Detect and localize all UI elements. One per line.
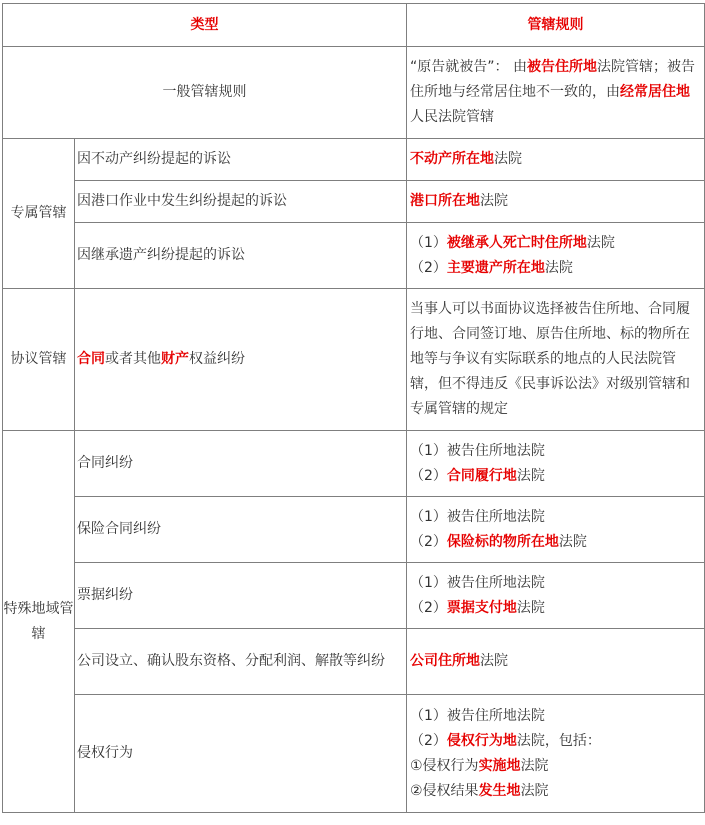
highlight-text: 被告住所地 bbox=[526, 59, 597, 75]
agreement-rule: 当事人可以书面协议选择被告住所地、合同履行地、合同签订地、原告住所地、标的物所在地等与争议有实际联系的地点的人民法院管辖，但不得违反《民事诉讼法》对级别管辖和专属管辖的规定 bbox=[407, 289, 705, 431]
rule-line bbox=[410, 571, 701, 596]
highlight-text: 公司住所地 bbox=[410, 653, 480, 669]
special-row-2 bbox=[3, 497, 705, 563]
exclusive-rule-1 bbox=[407, 139, 705, 181]
special-rule-1 bbox=[407, 431, 705, 497]
highlight-text: 主要遗产所在地 bbox=[446, 259, 545, 276]
rule-text: 法院 bbox=[558, 533, 587, 550]
rule-text: 人民法院管辖 bbox=[410, 109, 494, 125]
special-type-2: 保险合同纠纷 bbox=[75, 497, 407, 563]
rule-text: （2） bbox=[410, 467, 447, 484]
exclusive-row-2 bbox=[3, 181, 705, 223]
rule-line bbox=[410, 530, 701, 555]
rule-line bbox=[410, 649, 701, 674]
rule-line bbox=[410, 754, 701, 779]
rule-text: ①侵权行为 bbox=[410, 757, 479, 774]
rule-line bbox=[410, 439, 701, 464]
highlight-text: 合同 bbox=[77, 351, 105, 367]
header-type: 类型 bbox=[3, 4, 407, 47]
general-rule bbox=[407, 47, 705, 139]
rule-text: （1）被告住所地法院 bbox=[410, 574, 545, 591]
special-rule-2 bbox=[407, 497, 705, 563]
rule-text: “原告就被告”： 由 bbox=[410, 59, 527, 75]
special-type-5: 侵权行为 bbox=[75, 695, 407, 813]
highlight-text: 经常居住地 bbox=[620, 84, 690, 100]
rule-text: （2） bbox=[410, 599, 447, 616]
rule-text: 法院 bbox=[516, 599, 545, 616]
highlight-text: 被继承人死亡时住所地 bbox=[446, 234, 587, 251]
exclusive-row-3 bbox=[3, 223, 705, 289]
rule-line bbox=[410, 55, 701, 130]
highlight-text: 保险标的物所在地 bbox=[446, 533, 559, 550]
highlight-text: 票据支付地 bbox=[446, 599, 517, 616]
rule-line bbox=[410, 704, 701, 729]
exclusive-rule-2 bbox=[407, 181, 705, 223]
highlight-text: 发生地 bbox=[478, 782, 521, 799]
rule-text: 法院 bbox=[480, 193, 508, 209]
special-row-4 bbox=[3, 629, 705, 695]
highlight-text: 实施地 bbox=[478, 757, 521, 774]
exclusive-type-3: 因继承遗产纠纷提起的诉讼 bbox=[75, 223, 407, 289]
rule-line bbox=[410, 147, 701, 172]
rule-text: ②侵权结果 bbox=[410, 782, 479, 799]
special-rule-4 bbox=[407, 629, 705, 695]
exclusive-rule-3 bbox=[407, 223, 705, 289]
rule-text: （2） bbox=[410, 259, 447, 276]
rule-line bbox=[410, 464, 701, 489]
rule-text: 法院 bbox=[520, 757, 549, 774]
special-type-4: 公司设立、确认股东资格、分配利润、解散等纠纷 bbox=[75, 629, 407, 695]
rule-text: （1） bbox=[410, 234, 447, 251]
highlight-text: 侵权行为地 bbox=[446, 732, 517, 749]
rule-text: 权益纠纷 bbox=[189, 351, 245, 367]
rule-line bbox=[410, 256, 701, 281]
rule-text: 法院 bbox=[516, 467, 545, 484]
special-row-5 bbox=[3, 695, 705, 813]
exclusive-type-2: 因港口作业中发生纠纷提起的诉讼 bbox=[75, 181, 407, 223]
agreement-label: 协议管辖 bbox=[3, 289, 75, 431]
special-rule-3 bbox=[407, 563, 705, 629]
agreement-type bbox=[75, 289, 407, 431]
highlight-text: 不动产所在地 bbox=[410, 151, 494, 167]
rule-text: 法院管辖；被告住所地与经常居住地不一致的，由 bbox=[410, 59, 695, 100]
special-rule-5 bbox=[407, 695, 705, 813]
rule-line bbox=[410, 189, 701, 214]
exclusive-type-1: 因不动产纠纷提起的诉讼 bbox=[75, 139, 407, 181]
special-type-1: 合同纠纷 bbox=[75, 431, 407, 497]
special-type-3: 票据纠纷 bbox=[75, 563, 407, 629]
rule-text: （1）被告住所地法院 bbox=[410, 442, 545, 459]
rule-text: （2） bbox=[410, 533, 447, 550]
highlight-text: 合同履行地 bbox=[446, 467, 517, 484]
highlight-text: 港口所在地 bbox=[410, 193, 480, 209]
header-rule: 管辖规则 bbox=[407, 4, 705, 47]
highlight-text: 财产 bbox=[161, 351, 189, 367]
special-row-3 bbox=[3, 563, 705, 629]
rule-line bbox=[410, 505, 701, 530]
special-row-1 bbox=[3, 431, 705, 497]
rule-text: （1）被告住所地法院 bbox=[410, 707, 545, 724]
rule-text: 法院 bbox=[494, 151, 522, 167]
rule-line bbox=[410, 729, 701, 754]
rule-text: （2） bbox=[410, 732, 447, 749]
agreement-row bbox=[3, 289, 705, 431]
rule-line bbox=[410, 596, 701, 621]
special-label: 特殊地域管辖 bbox=[3, 431, 75, 813]
exclusive-label: 专属管辖 bbox=[3, 139, 75, 289]
rule-text: 法院 bbox=[480, 653, 508, 669]
rule-text: 法院 bbox=[544, 259, 573, 276]
general-row bbox=[3, 47, 705, 139]
header-row bbox=[3, 4, 705, 47]
exclusive-row-1 bbox=[3, 139, 705, 181]
rule-text: 法院，包括： bbox=[516, 732, 601, 749]
rule-text: 法院 bbox=[586, 234, 615, 251]
jurisdiction-table bbox=[2, 3, 705, 813]
rule-line bbox=[410, 231, 701, 256]
rule-text: 或者其他 bbox=[105, 351, 161, 367]
general-label: 一般管辖规则 bbox=[3, 47, 407, 139]
rule-line bbox=[410, 779, 701, 804]
rule-text: 法院 bbox=[520, 782, 549, 799]
rule-text: （1）被告住所地法院 bbox=[410, 508, 545, 525]
